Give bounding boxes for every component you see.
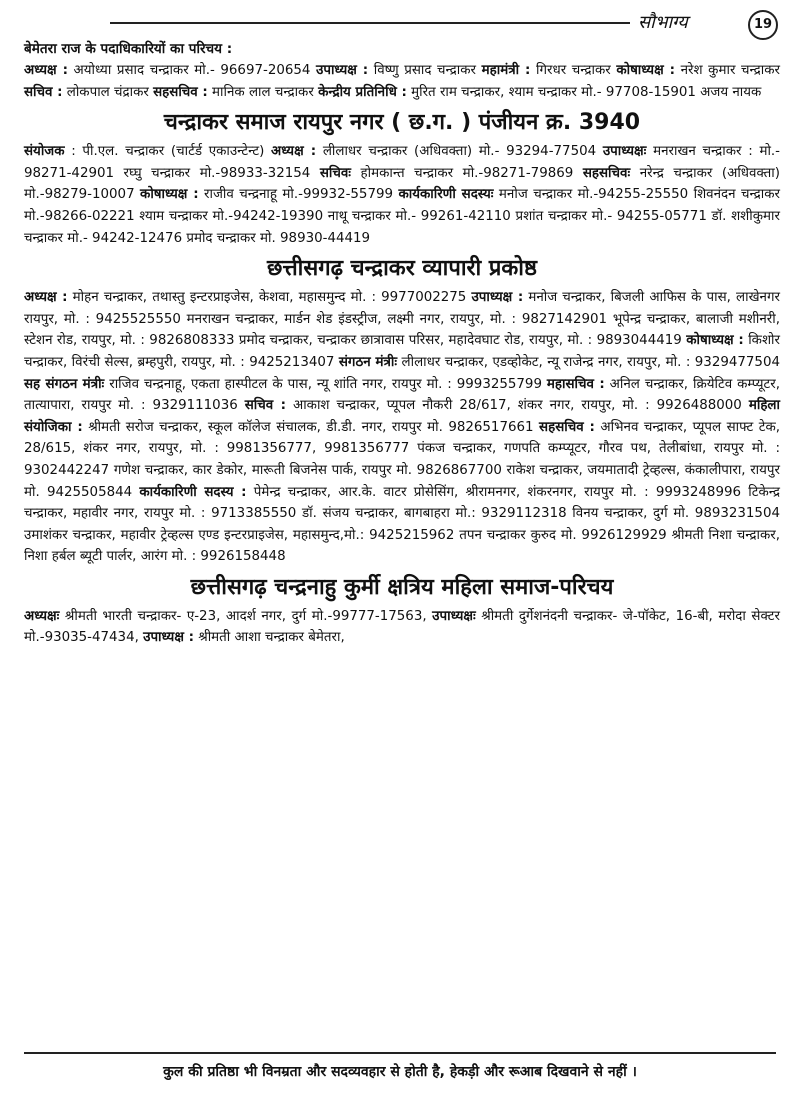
field-label: महासचिव : [546,376,605,392]
field-label: संगठन मंत्रीः [338,354,398,370]
field-label: उपाध्यक्ष : [143,630,194,646]
field-label: अध्यक्ष : [24,290,68,306]
field-label: कार्यकारिणी सदस्य : [139,484,247,500]
section-raipur-body [24,141,780,249]
field-value: श्रीमती दुर्गेशनंदनी चन्द्राकर- जे-पॉकेट, 16-बी, मरोदा सेक्टर मो.-93035-47434, [24,608,780,646]
field-label: कोषाध्यक्ष : [616,63,676,78]
section-vyapari-title: छत्तीसगढ़ चन्द्राकर व्यापारी प्रकोष्ठ [267,256,537,282]
field-value: पेमेन्द्र चन्द्राकर, आर.के. वाटर प्रोसेसिंग, श्रीरामनगर, शंकरनगर, रायपुर मो. : 9993248996 टिकेन्द्र चन्द्राकर, महावीर नगर, रायपुर मो. : 9713385550 डॉ. संजय चन्द्राकर, बागबाहरा मो.: 9329112318 विनय चन्द्राकर, दुर्ग मो. 9893231504 उमाशंकर चन्द्राकर, महावीर ट्रेव्हल्स एण्ड इन्टरप्राइजेस, महासमुन्द,मो.: 9425215962 तपन चन्द्राकर कुरुद मो. 9926129929 श्रीमती निशा चन्द्राकर, निशा हर्बल ब्यूटी पार्लर, आरंग मो. : 9926158448 [24,484,780,565]
field-label: अध्यक्ष : [271,144,317,160]
field-label: उपाध्यक्षः [432,608,476,624]
field-label: अध्यक्षः [24,608,60,624]
field-value: लीलाधर चन्द्राकर (अधिवक्ता) मो.- 93294-77504 [316,144,603,160]
footer-quote: कुल की प्रतिष्ठा भी विनम्रता और सदव्यवहार से होती है, हेकड़ी और रूआब दिखवाने से नहीं । [24,1052,776,1081]
field-label: महामंत्री : [481,63,531,78]
field-label: कार्यकारिणी सदस्यः [398,187,494,203]
field-value: श्रीमती सरोज चन्द्राकर, स्कूल कॉलेज संचालक, डी.डी. नगर, रायपुर मो. 9826517661 [82,419,540,435]
field-value: मानिक लाल चन्द्राकर [207,84,319,100]
field-label: महिला संयोजिका : [24,398,780,435]
field-label: उपाध्यक्ष : [316,63,369,78]
page-header [20,8,780,38]
field-value: नरेन्द्र चन्द्राकर (अधिवक्ता) मो.-98279-10007 [24,165,780,203]
field-label: उपाध्यक्षः [602,144,647,160]
section-raipur-title: चन्द्राकर समाज रायपुर नगर ( छ.ग. ) पंजीयन क्र. 3940 [163,110,641,136]
header-rule [110,22,630,24]
magazine-title: सौभाग्य [638,12,688,33]
field-label: सहसचिव : [539,419,595,435]
page-number: 19 [748,10,778,40]
field-value: आकाश चन्द्राकर, प्यूपल नौकरी 28/617, शंकर नगर, रायपुर, मो. : 9926488000 [285,398,749,414]
field-label: सहसचिव : [153,84,208,100]
field-label: उपाध्यक्ष : [471,290,524,306]
field-value: लोकपाल चंद्राकर [62,84,154,100]
field-value: होमकान्त चन्द्राकर मो.-98271-79869 [351,165,583,181]
field-value: अनिल चन्द्राकर, क्रियेटिव कम्प्यूटर, तात्यापारा, रायपुर मो. : 9329111036 [24,376,780,414]
field-label: सचिवः [319,165,352,181]
field-label: सचिव : [244,398,286,414]
page-content [24,38,780,649]
section-mahila-title: छत्तीसगढ़ चन्द्रनाहु कुर्मी क्षत्रिय महिला समाज-परिचय [190,574,614,600]
field-label: कोषाध्यक्ष : [686,333,744,349]
field-value: मनोज चन्द्राकर मो.-94255-25550 शिवनंदन चन्द्राकर मो.-98266-02221 श्याम चन्द्राकर मो.-94242-19390 नाथू चन्द्राकर मो.- 99261-42110 प्रशांत चन्द्राकर मो.- 94255-05771 डॉ. शशीकुमार चन्द्राकर मो.- 94242-12476 प्रमोद चन्द्राकर मो. 98930-44419 [24,187,781,246]
field-value: मनोज चन्द्राकर, बिजली आफिस के पास, लाखेनगर रायपुर, मो. : 9425525550 मनराखन चन्द्राकर, मार्डन शेड इंडस्ट्रीज, लक्ष्मी नगर, रायपुर, मो. : 9827142901 भूपेन्द्र चन्द्राकर, बालाजी मशीनरी, स्टेशन रोड, रायपुर, मो. : 9826808333 प्रमोद चन्द्राकर, चन्द्राकर छात्रावास परिसर, महादेवघाट रोड, रायपुर, मो. : 9893044419 [24,290,780,349]
field-label: सहसचिवः [582,165,631,181]
field-value: श्रीमती भारती चन्द्राकर- ए-23, आदर्श नगर, दुर्ग मो.-99777-17563, [59,608,433,624]
field-value: किशोर चन्द्राकर, विरंची सेल्स, ब्रम्हपुरी, रायपुर, मो. : 9425213407 [24,333,780,370]
field-label: संयोजक [24,144,65,160]
field-value: गिरधर चन्द्राकर [530,63,617,78]
field-value: नरेश कुमार चन्द्राकर [675,63,780,78]
field-value: विष्णु प्रसाद चन्द्राकर [368,63,482,78]
section-bemetara-body [24,60,780,103]
field-value: राजिव चन्द्रनाहू, एकता हास्पीटल के पास, न्यू शांति नगर, रायपुर मो. : 9993255799 [104,376,547,392]
field-value: मनराखन चन्द्राकर : मो.- 98271-42901 रघ्घु चन्द्राकर मो.-98933-32154 [24,144,781,181]
field-value: श्रीमती आशा चन्द्राकर बेमेतरा, [193,630,345,646]
field-value: अभिनव चन्द्राकर, प्यूपल साफ्ट टेक, 28/615, शंकर नगर, रायपुर, मो. : 9981356777, 9981356777 पंकज चन्द्राकर, गणपति कम्प्यूटर, गौरव पथ, तेलीबांधा, रायपुर मो. : 9302442247 गणेश चन्द्राकर, कार डेकोर, मारूती बिजनेस पार्क, रायपुर मो. 9826867700 राकेश चन्द्राकर, जयमातादी ट्रेव्हल्स, कंकालीपारा, रायपुर मो. 9425505844 [24,419,780,500]
field-value: लीलाधर चन्द्राकर, एडव्होकेट, न्यू राजेन्द्र नगर, रायपुर, मो. : 9329477504 [397,354,780,370]
field-label: कोषाध्यक्ष : [140,187,199,203]
field-value: राजीव चन्द्रनाहू मो.-99932-55799 [198,187,399,203]
field-label: अध्यक्ष : [24,63,68,78]
field-label: केन्द्रीय प्रतिनिधि : [318,84,407,100]
field-label: सचिव : [24,84,63,100]
field-value: मोहन चन्द्राकर, तथास्तु इन्टरप्राइजेस, केशवा, महासमुन्द मो. : 9977002275 [67,290,472,306]
field-label: सह संगठन मंत्रीः [24,376,105,392]
section-vyapari-body [24,287,780,568]
section-mahila-body [24,606,780,649]
field-value: अयोध्या प्रसाद चन्द्राकर मो.- 96697-20654 [67,63,316,78]
field-value: मुरित राम चन्द्राकर, श्याम चन्द्राकर मो.- 97708-15901 अजय नायक [406,84,762,100]
section-bemetara-intro: बेमेतरा राज के पदाधिकारियों का परिचय : [24,41,233,57]
field-value: : पी.एल. चन्द्राकर (चार्टर्ड एकाउन्टेन्ट) [64,144,272,160]
